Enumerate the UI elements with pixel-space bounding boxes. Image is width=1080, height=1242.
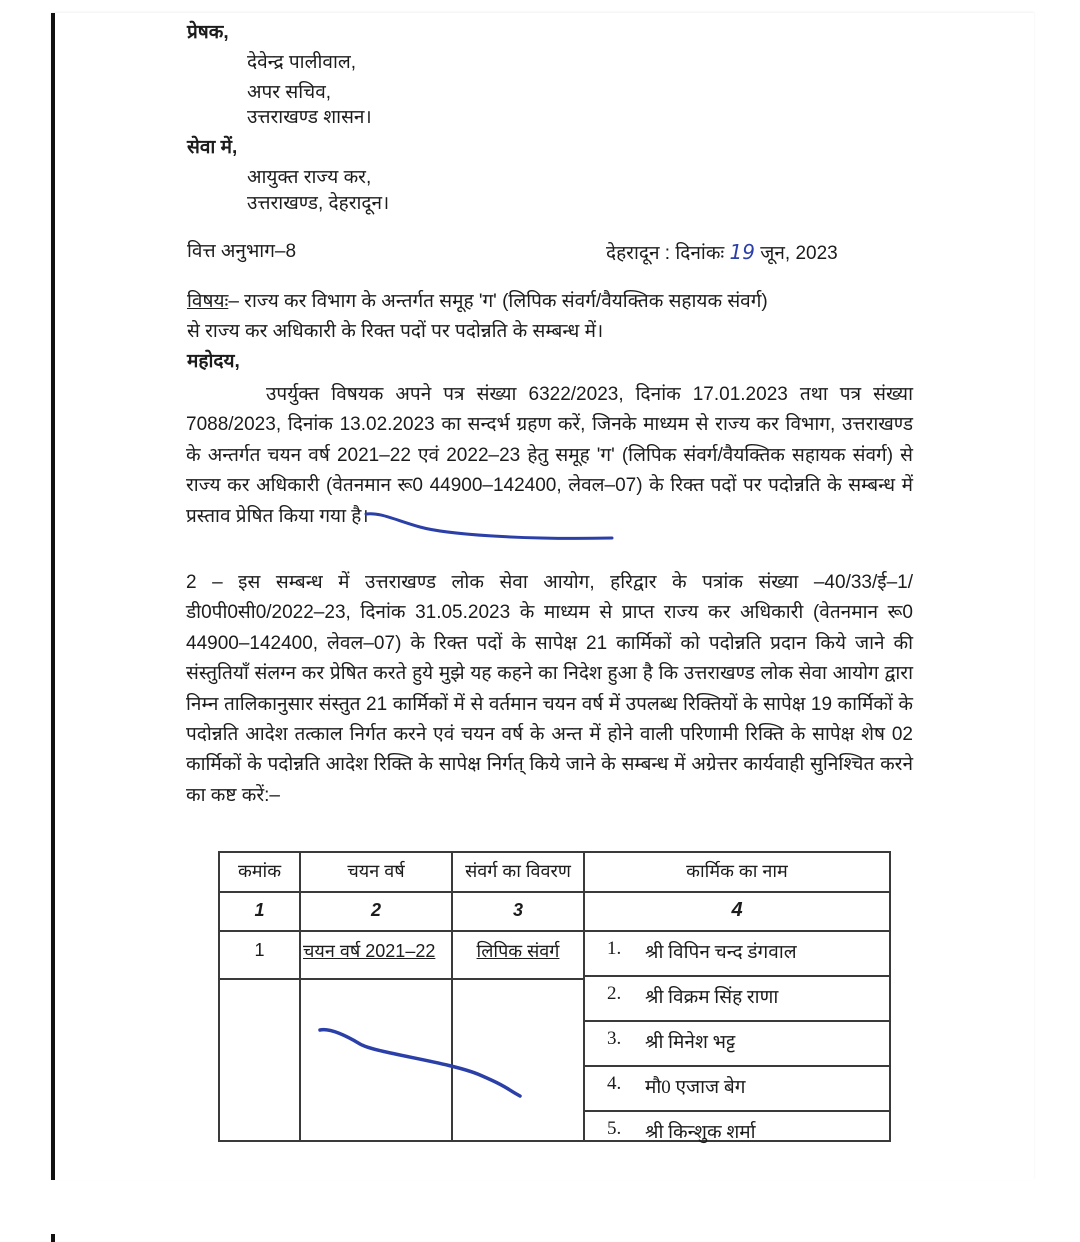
name-item: 4. मौ0 एजाज बेग xyxy=(585,1067,889,1112)
salutation: महोदय, xyxy=(187,351,240,372)
table-row xyxy=(219,931,890,1141)
header-selection-year: चयन वर्ष xyxy=(347,861,405,881)
section-label: वित्त अनुभाग–8 xyxy=(187,241,297,262)
header-cadre: संवर्ग का विवरण xyxy=(465,861,571,881)
recipient-designation: आयुक्त राज्य कर, xyxy=(247,167,372,188)
row-serial: 1 xyxy=(254,940,265,960)
col-num-2: 2 xyxy=(370,900,381,920)
date-place: देहरादून : दिनांकः xyxy=(606,243,725,264)
subject-label: विषयः xyxy=(187,291,229,312)
sender-designation: अपर सचिव, xyxy=(247,82,332,103)
table-header-row xyxy=(219,852,890,892)
row-selection-year: चयन वर्ष 2021–22 xyxy=(303,941,436,961)
subject-line-2: से राज्य कर अधिकारी के रिक्त पदों पर पदोन्नति के सम्बन्ध में। xyxy=(187,321,604,342)
dateline xyxy=(606,240,838,266)
recipient-label: सेवा में, xyxy=(187,137,238,158)
promotion-table xyxy=(218,851,891,1142)
table-number-row xyxy=(219,892,890,931)
handwritten-day: 19 xyxy=(729,240,755,264)
name-item: 2. श्री विक्रम सिंह राणा xyxy=(585,977,889,1022)
col-num-4: 4 xyxy=(731,899,743,921)
next-page-edge xyxy=(51,1234,55,1242)
name-item: 1. श्री विपिन चन्द डंगवाल xyxy=(585,932,889,977)
subject-text-1: – राज्य कर विभाग के अन्तर्गत समूह 'ग' (लिपिक संवर्ग/वैयक्तिक सहायक संवर्ग) xyxy=(228,291,768,312)
date-rest: जून, 2023 xyxy=(760,243,838,264)
header-employee-name: कार्मिक का नाम xyxy=(686,861,788,881)
col-num-1: 1 xyxy=(254,900,265,920)
row-cadre: लिपिक संवर्ग xyxy=(476,941,560,961)
recipient-address: उत्तराखण्ड, देहरादून। xyxy=(247,193,390,214)
subject-line-1 xyxy=(187,290,768,314)
header-serial: कमांक xyxy=(237,861,282,881)
col-num-3: 3 xyxy=(512,900,523,920)
sender-label: प्रेषक, xyxy=(187,22,229,43)
sender-office: उत्तराखण्ड शासन। xyxy=(247,107,372,128)
name-item: 3. श्री मिनेश भट्ट xyxy=(585,1022,889,1067)
name-item: 5. श्री किन्शुक शर्मा xyxy=(607,1118,756,1143)
paragraph-2: 2 – इस सम्बन्ध में उत्तराखण्ड लोक सेवा आयोग, हरिद्वार के पत्रांक संख्या –40/33/ई–1/डी0पी0सी0/2022–23, दिनांक 31.05.2023 के माध्यम से प्राप्त राज्य कर अधिकारी (वेतनमान रू0 44900–142400, लेवल–07) के रिक्त पदों के सापेक्ष 21 कार्मिकों को पदोन्नति प्रदान किये जाने की संस्तुतियाँ संलग्न कर प्रेषित करते हुये मुझे यह कहने का निदेश हुआ है कि उत्तराखण्ड लोक सेवा आयोग द्वारा निम्न तालिकानुसार संस्तुत 21 कार्मिकों में से वर्तमान चयन वर्ष में उपलब्ध रिक्तियों के सापेक्ष 19 कार्मिकों के पदोन्नति आदेश तत्काल निर्गत करने एवं चयन वर्ष के अन्त में होने वाली परिणामी रिक्ति के सापेक्ष शेष 02 कार्मिकों के पदोन्नति आदेश रिक्ति के सापेक्ष निर्गत् किये जाने के सम्बन्ध में अग्रेत्तर कार्यवाही सुनिश्चित करने का कष्ट करें:– xyxy=(186,572,913,806)
sender-name: देवेन्द्र पालीवाल, xyxy=(247,52,357,73)
paragraph-1: उपर्युक्त विषयक अपने पत्र संख्या 6322/2023, दिनांक 17.01.2023 तथा पत्र संख्या 7088/2023, दिनांक 13.02.2023 का सन्दर्भ ग्रहण करें, जिनके माध्यम से राज्य कर विभाग, उत्तराखण्ड के अन्तर्गत चयन वर्ष 2021–22 एवं 2022–23 हेतु समूह 'ग' (लिपिक संवर्ग/वैयक्तिक सहायक संवर्ग) से राज्य कर अधिकारी (वेतनमान रू0 44900–142400, लेवल–07) के रिक्त पदों पर पदोन्नति के सम्बन्ध में प्रस्ताव प्रेषित किया गया है। xyxy=(186,384,913,527)
